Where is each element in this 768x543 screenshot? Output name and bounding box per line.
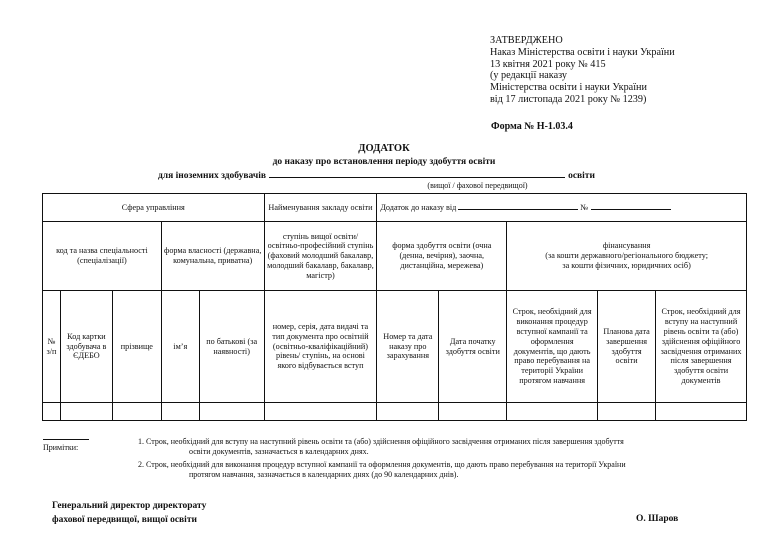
table-cell[interactable] (43, 403, 61, 421)
note-1-line-1: 1. Строк, необхідний для вступу на наступний рівень освіти та (або) здійснення офіційного засвідчення отриманих після завершення здобуття (138, 437, 624, 446)
form-number: Форма № Н-1.03.4 (491, 121, 573, 132)
col-document: номер, серія, дата видачі та тип документа про освітній (освітньо-кваліфікаційний) рівень/ ступінь, на основі якого відбувається вступ (264, 291, 377, 403)
note-2 (138, 460, 718, 479)
note-1 (138, 437, 708, 456)
table-cell[interactable] (112, 403, 161, 421)
col-number: № з/п (43, 291, 61, 403)
col-term-required: Строк, необхідний для виконання процедур вступної кампанії та оформлення документів, що дають право перебування на території України протягом навчання (507, 291, 598, 403)
approval-line-6: від 17 листопада 2021 року № 1239) (490, 93, 647, 105)
table-cell[interactable] (439, 403, 507, 421)
table-cell[interactable] (598, 403, 656, 421)
approval-line-5: Міністерства освіти і науки України (490, 82, 647, 94)
director-title-line-2: фахової передвищої, вищої освіти (52, 515, 197, 525)
col-planned-end: Планова дата завершення здобуття освіти (598, 291, 656, 403)
addendum-number-blank[interactable] (591, 202, 671, 210)
notes-divider (43, 439, 89, 440)
approval-line-2: Наказ Міністерства освіти і науки України (490, 46, 675, 58)
institution-name-header: Найменування закладу освіти (264, 194, 377, 222)
education-level-hint: (вищої / фахової передвищої) (427, 181, 528, 190)
addendum-prefix: Додаток до наказу від (380, 203, 457, 213)
approval-block (490, 35, 675, 106)
addendum-header (377, 194, 747, 222)
education-level-blank[interactable] (269, 169, 565, 178)
table-cell[interactable] (507, 403, 598, 421)
note-1-line-2: освіти документів, зазначається в календарних днях. (189, 446, 369, 456)
col-order: Номер та дата наказу про зарахування (377, 291, 439, 403)
table-cell[interactable] (264, 403, 377, 421)
ownership-header: форма власності (державна, комунальна, приватна) (161, 222, 264, 291)
addendum-number-label: № (580, 203, 589, 213)
approval-line-1: ЗАТВЕРДЖЕНО (490, 35, 563, 46)
applicants-prefix: для іноземних здобувачів (158, 171, 267, 181)
document-title: ДОДАТОК (358, 143, 410, 154)
study-form-header: форма здобуття освіти (очна (денна, вечірня), заочна, дистанційна, мережева) (377, 222, 507, 291)
director-title (52, 499, 206, 527)
financing-detail-1: (за кошти державного/регіонального бюджету; (545, 251, 708, 261)
director-title-line-1: Генеральний директор директорату (52, 501, 207, 511)
financing-detail-2: за кошти фізичних, юридичних осіб) (562, 260, 691, 270)
table-cell[interactable] (656, 403, 747, 421)
applicants-table (42, 193, 747, 421)
table-cell[interactable] (199, 403, 264, 421)
applicants-line (158, 169, 595, 181)
col-surname: прізвище (112, 291, 161, 403)
director-name: О. Шаров (636, 514, 679, 524)
management-sphere-header: Сфера управління (43, 194, 265, 222)
table-header-row-3 (43, 291, 747, 403)
applicants-suffix: освіти (568, 171, 595, 181)
table-cell[interactable] (161, 403, 199, 421)
col-card-code: Код картки здобувача в ЄДЕБО (60, 291, 112, 403)
addendum-date-blank[interactable] (458, 202, 578, 210)
financing-title: фінансування (602, 241, 651, 251)
approval-line-4: (у редакції наказу (490, 70, 568, 82)
specialty-code-header: код та назва спеціальності (спеціалізації) (43, 222, 162, 291)
table-row (43, 403, 747, 421)
note-2-line-1: 2. Строк, необхідний для виконання процедур вступної кампанії та оформлення документів, що дають право перебування на території України (138, 460, 626, 469)
approval-line-3: 13 квітня 2021 року № 415 (490, 58, 606, 70)
table-cell[interactable] (60, 403, 112, 421)
col-term-next-level: Строк, необхідний для вступу на наступний рівень освіти та (або) здійснення офіційного засвідчення отриманих після завершення здобуття освіти документів (656, 291, 747, 403)
note-2-line-2: протягом навчання, зазначається в календарних днях (до 90 календарних днів). (189, 469, 459, 479)
col-name: ім’я (161, 291, 199, 403)
financing-header (507, 222, 747, 291)
notes-label: Примітки: (43, 443, 79, 452)
col-patronymic: по батькові (за наявності) (199, 291, 264, 403)
table-header-row-2 (43, 222, 747, 291)
col-start-date: Дата початку здобуття освіти (439, 291, 507, 403)
document-subtitle: до наказу про встановлення періоду здобуття освіти (272, 157, 496, 167)
table-cell[interactable] (377, 403, 439, 421)
degree-header: ступінь вищої освіти/ освітньо-професійний ступінь (фаховий молодший бакалавр, молодший бакалавр, бакалавр, магістр) (264, 222, 377, 291)
table-header-row-1 (43, 194, 747, 222)
